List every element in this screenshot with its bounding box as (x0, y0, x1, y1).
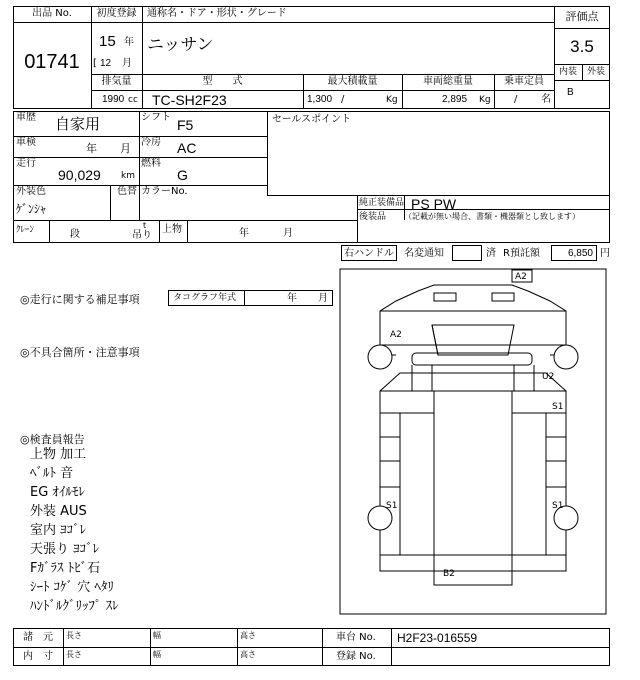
damage-mark-u2: U2 (542, 372, 555, 382)
inspector-report-line: Fｶﾞﾗｽ ﾄﾋﾞ石 (30, 561, 101, 576)
steering-value: 右ハンドル (344, 248, 394, 259)
damage-mark-s1: S1 (552, 402, 564, 412)
inspector-report-line: 室内 ﾖｺﾞﾚ (30, 523, 87, 538)
ac-label: 冷房 (141, 137, 161, 148)
displacement-value: 1990 (102, 94, 125, 105)
divider (139, 111, 140, 220)
damage-mark-b2: B2 (443, 569, 455, 579)
divider (322, 628, 323, 666)
inner-dimensions-label: 内 寸 (23, 651, 53, 662)
divider (63, 628, 64, 666)
damage-mark-a2: A2 (390, 330, 402, 340)
registration-month-bracket: [ (93, 58, 97, 69)
displacement-label: 排気量 (101, 76, 132, 87)
divider (357, 209, 610, 210)
divider (49, 220, 50, 243)
damage-mark-s1: S1 (386, 501, 398, 511)
crane-hang-unit: 吊り (132, 230, 152, 241)
max-load-unit: Kg (386, 95, 398, 105)
color-value: ｹﾞﾝｼｬ (16, 202, 47, 216)
length-label: 長さ (66, 650, 82, 659)
fuel-label: 燃料 (141, 158, 161, 169)
mileage-value: 90,029 (58, 167, 101, 183)
divider (554, 28, 610, 29)
inspector-report-line: ﾊﾝﾄﾞﾙｸﾞﾘｯﾌﾟ ｽﾚ (30, 599, 119, 614)
fuel-value: G (177, 167, 188, 183)
shift-value: F5 (177, 117, 194, 133)
history-label: 車歴 (16, 112, 36, 123)
shift-label: シフト (141, 112, 171, 123)
divider (13, 22, 142, 23)
capacity-label: 乗車定員 (504, 76, 544, 87)
inspector-report-line: 外装 AUS (30, 504, 87, 519)
info-frame (13, 111, 610, 243)
divider (13, 220, 357, 221)
name-change-box (452, 245, 482, 261)
tachograph-year-unit: 年 (287, 293, 297, 304)
divider (244, 290, 245, 306)
displacement-unit: cc (128, 95, 138, 105)
inspector-report-line: ﾍﾞﾙﾄ 音 (30, 466, 74, 481)
inspection-label: 車検 (16, 137, 36, 148)
recycle-unit: 円 (600, 248, 610, 259)
registration-month-unit: 月 (122, 58, 132, 69)
divider (110, 185, 111, 220)
divider (150, 628, 151, 666)
chassis-number: H2F23-016559 (397, 631, 478, 645)
total-weight-unit: Kg (479, 95, 491, 105)
chassis-label: 車台 No. (336, 632, 376, 643)
divider (357, 195, 358, 243)
tachograph-month-unit: 月 (318, 293, 328, 304)
divider (13, 647, 610, 648)
inspection-year-unit: 年 (86, 142, 97, 155)
interior-grade: B (567, 87, 574, 98)
tachograph-label: タコグラフ年式 (173, 293, 237, 303)
mileage-label: 走行 (16, 158, 36, 169)
recycle-label: R預託額 (503, 248, 540, 259)
inspector-report-line: 天張り ﾖｺﾞﾚ (30, 542, 100, 557)
divider (187, 220, 188, 243)
crane-ton-unit: t (143, 221, 147, 230)
divider (391, 628, 392, 666)
divider (142, 22, 554, 23)
divider (554, 80, 610, 81)
separator-slash: / (341, 94, 345, 105)
registration-number-label: 登録 No. (336, 651, 376, 662)
width-label: 幅 (153, 650, 161, 659)
recycle-done-label: 済 (486, 248, 496, 259)
color-no-label: カラーNo. (141, 186, 188, 197)
upper-label: 上物 (162, 224, 182, 235)
damage-mark-s1: S1 (552, 501, 564, 511)
recycle-value: 6,850 (567, 248, 593, 259)
max-load-value: 1,300 (307, 94, 333, 105)
model-code: TC-SH2F23 (152, 92, 227, 108)
equipment-value: PS PW (411, 196, 457, 212)
height-label: 高さ (240, 631, 256, 640)
divider (13, 136, 267, 137)
divider (267, 111, 268, 195)
length-label: 長さ (66, 631, 82, 640)
inspector-report-line: ｼｰﾄ ｺｹﾞ 穴 ﾍﾀﾘ (30, 580, 114, 595)
defects-label: ◎不具合箇所・注意事項 (20, 346, 140, 359)
divider (91, 90, 554, 91)
car-name: ニッサン (147, 35, 214, 55)
lot-number: 01741 (24, 51, 80, 73)
divider (159, 220, 160, 243)
registration-label: 初度登録 (96, 8, 137, 19)
inspector-report-line: 上物 加工 (30, 447, 87, 462)
damage-mark-a2: A2 (515, 272, 527, 282)
total-weight-label: 車両総重量 (423, 76, 473, 87)
mileage-unit: km (121, 171, 135, 181)
upper-month-unit: 月 (283, 228, 293, 239)
model-label: 型 式 (202, 76, 243, 87)
aftermarket-label: 後装品 (359, 212, 387, 222)
registration-month: 12 (100, 58, 112, 69)
history-value: 自家用 (55, 115, 101, 133)
divider (91, 74, 554, 75)
color-label: 外装色 (16, 186, 46, 197)
lot-label: 出品 No. (32, 8, 72, 19)
inspection-month-unit: 月 (120, 142, 131, 155)
equipment-label: 純正装備品 (359, 198, 405, 208)
sales-point-label: セールスポイント (272, 114, 352, 125)
interior-grade-label: 内装 (558, 67, 577, 77)
dimensions-label: 諸 元 (23, 632, 53, 643)
total-weight-value: 2,895 (442, 94, 468, 105)
vehicle-damage-diagram (336, 265, 610, 618)
separator-slash: / (514, 94, 518, 105)
height-label: 高さ (240, 650, 256, 659)
rating-label: 評価点 (565, 10, 599, 23)
crane-label: ｸﾚｰﾝ (16, 225, 35, 235)
width-label: 幅 (153, 631, 161, 640)
capacity-unit: 名 (541, 94, 551, 105)
crane-stage-unit: 段 (70, 229, 80, 240)
name-change-label: 名変通知 (404, 248, 444, 259)
upper-year-unit: 年 (239, 228, 249, 239)
name-label: 通称名・ドア・形状・グレード (147, 8, 287, 19)
color-code-label: 色替 (117, 186, 137, 197)
exterior-grade-label: 外装 (586, 67, 605, 77)
registration-year: 15 (99, 33, 116, 50)
driving-notes-label: ◎走行に関する補足事項 (20, 293, 140, 306)
registration-year-unit: 年 (124, 37, 134, 48)
inspector-report-line: EG ｵｲﾙﾓﾚ (30, 485, 85, 500)
divider (13, 185, 267, 186)
divider (13, 157, 267, 158)
divider (237, 628, 238, 666)
aftermarket-note: （記載が無い場合、書類・機器類とし致します） (404, 212, 580, 221)
inspector-report-label: ◎検査員報告 (20, 433, 85, 446)
ac-value: AC (177, 140, 197, 156)
max-load-label: 最大積載量 (327, 76, 378, 87)
rating-value: 3.5 (570, 37, 594, 56)
